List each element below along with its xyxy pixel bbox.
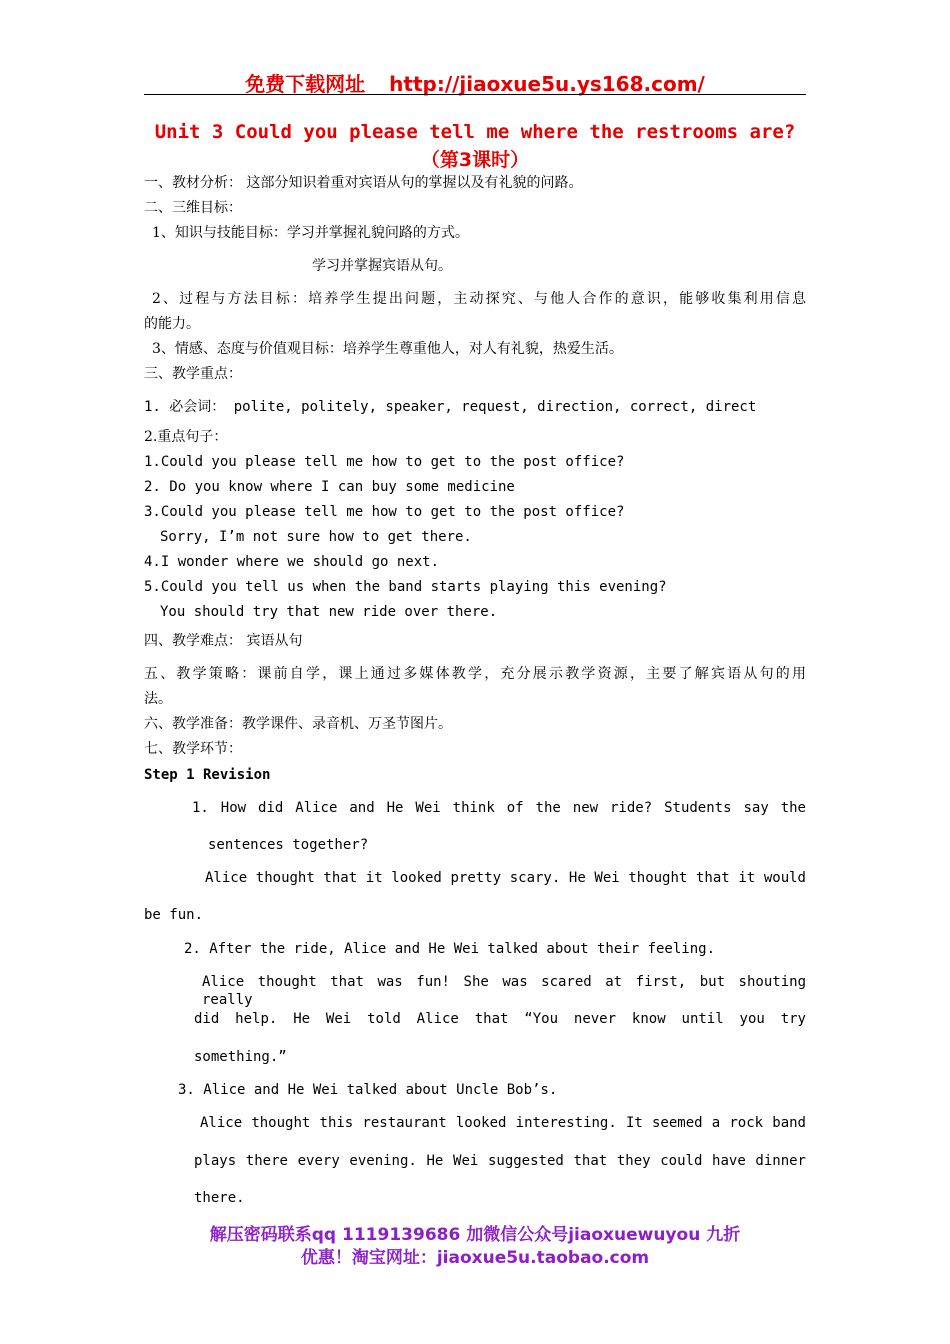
step-1-item-3-answer-cont: plays there every evening. He Wei suggested that they could have dinner (194, 1153, 806, 1169)
header-label: 免费下载网址 (245, 72, 366, 96)
goal-2-process: 2、过程与方法目标：培养学生提出问题，主动探究、与他人合作的意识，能够收集利用信息 (152, 291, 806, 307)
step-1-item-3-answer-end: there. (194, 1190, 245, 1206)
footer-shop-link[interactable]: 优惠！淘宝网址：jiaoxue5u.taobao.com (300, 1248, 650, 1268)
goal-1-knowledge-cont: 学习并掌握宾语从句。 (312, 258, 452, 274)
document-subtitle: （第3课时） (420, 149, 530, 171)
page-header (144, 68, 806, 97)
key-sentence-4: 4.I wonder where we should go next. (144, 554, 440, 570)
section-5-strategy: 五、教学策略：课前自学，课上通过多媒体教学，充分展示教学资源，主要了解宾语从句的用 (144, 666, 806, 682)
section-2-heading: 二、三维目标： (144, 200, 242, 216)
section-6-preparation: 六、教学准备：教学课件、录音机、万圣节图片。 (144, 716, 452, 732)
section-7-heading: 七、教学环节： (144, 741, 242, 757)
section-1-analysis: 一、教材分析： 这部分知识着重对宾语从句的掌握以及有礼貌的问路。 (144, 175, 583, 191)
goal-3-attitude: 3、情感、态度与价值观目标：培养学生尊重他人，对人有礼貌，热爱生活。 (152, 341, 623, 357)
footer-contact: 解压密码联系qq 1119139686 加微信公众号jiaoxuewuyou 九折 (209, 1225, 741, 1245)
header-url-link[interactable]: http://jiaoxue5u.ys168.com/ (389, 72, 705, 96)
step-1-item-1-answer: Alice thought that it looked pretty scary. He Wei thought that it would (205, 870, 806, 886)
key-sentence-5-reply: You should try that new ride over there. (160, 604, 498, 620)
step-1-item-3-answer: Alice thought this restaurant looked interesting. It seemed a rock band (200, 1115, 806, 1131)
key-sentence-1: 1.Could you please tell me how to get to the post office? (144, 454, 625, 470)
key-sentences-heading: 2.重点句子： (144, 429, 228, 445)
section-3-heading: 三、教学重点： (144, 366, 242, 382)
step-1-item-3: 3. Alice and He Wei talked about Uncle Bob’s. (178, 1082, 558, 1098)
header-divider (144, 94, 806, 95)
document-title: Unit 3 Could you please tell me where the restrooms are? (154, 121, 796, 143)
key-sentence-5: 5.Could you tell us when the band starts playing this evening? (144, 579, 667, 595)
key-sentence-3: 3.Could you please tell me how to get to the post office? (144, 504, 625, 520)
goal-2-process-cont: 的能力。 (144, 316, 200, 332)
key-words: 1. 必会词： polite, politely, speaker, request, direction, correct, direct (144, 399, 757, 415)
step-1-item-2-answer-cont: did help. He Wei told Alice that “You never know until you try (194, 1011, 806, 1027)
step-1-item-1-cont: sentences together? (208, 837, 369, 853)
step-1-item-2-answer: Alice thought that was fun! She was scared at first, but shouting really (202, 974, 806, 1008)
step-1-item-2: 2. After the ride, Alice and He Wei talked about their feeling. (184, 941, 716, 957)
key-sentence-2: 2. Do you know where I can buy some medicine (144, 479, 515, 495)
goal-1-knowledge: 1、知识与技能目标：学习并掌握礼貌问路的方式。 (152, 225, 469, 241)
key-sentence-3-reply: Sorry, I’m not sure how to get there. (160, 529, 472, 545)
section-4-difficulty: 四、教学难点： 宾语从句 (144, 633, 303, 649)
step-1-item-1-answer-cont: be fun. (144, 907, 204, 923)
step-1-item-1: 1. How did Alice and He Wei think of the new ride? Students say the (192, 800, 806, 816)
step-1-item-2-answer-end: something.” (194, 1049, 287, 1065)
step-1-heading: Step 1 Revision (144, 767, 271, 783)
section-5-strategy-cont: 法。 (144, 691, 172, 707)
